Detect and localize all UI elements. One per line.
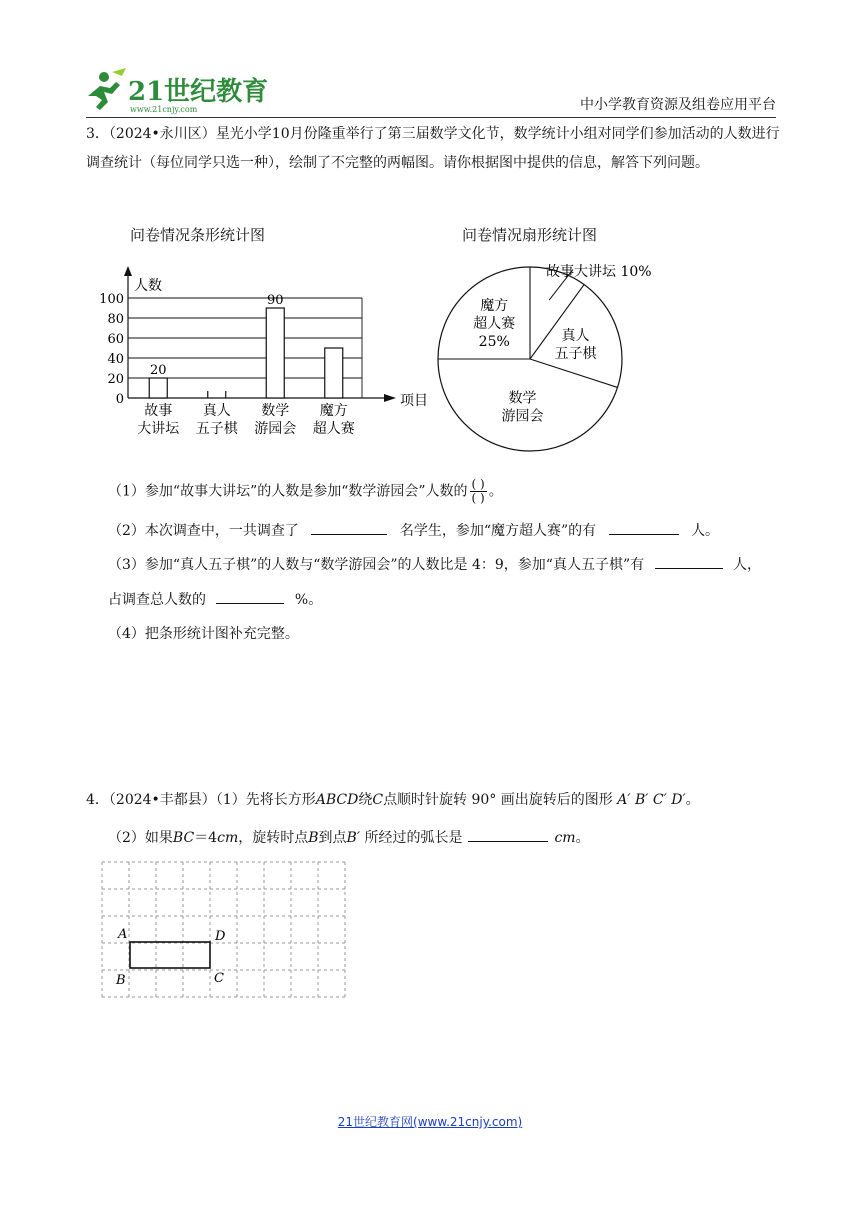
q4-sub1-text-c: 点顺时针旋转 90° 画出旋转后的图形 <box>383 792 613 808</box>
x-axis-arrow-icon <box>384 394 396 402</box>
q3-sub2 <box>108 519 719 543</box>
x-tick-label: 大讲坛 <box>137 421 180 437</box>
x-tick-label: 数学 <box>261 403 290 419</box>
q4-source: （2024•丰都县） <box>108 792 216 808</box>
fraction-numerator[interactable]: ( ) <box>471 477 485 491</box>
x-tick-label: 五子棋 <box>195 421 238 437</box>
q3-sub1-text: （1）参加“故事大讲坛”的人数是参加“数学游园会”人数的 <box>108 483 468 500</box>
q3-sub3-text-c: 占调查总人数的 <box>108 592 206 608</box>
point-b: B <box>308 830 319 846</box>
fraction-denominator[interactable]: ( ) <box>471 491 485 505</box>
q4-sub1-end: 。 <box>685 792 700 808</box>
q3-source: （2024•永川区） <box>108 126 216 142</box>
q3-sub2-text-c: 人。 <box>691 523 720 539</box>
pie-slice-label: 数学 <box>508 390 537 407</box>
point-c: C <box>372 792 384 808</box>
y-tick-label: 60 <box>107 332 124 347</box>
y-tick-label: 40 <box>107 352 124 367</box>
y-axis-label: 人数 <box>134 278 162 294</box>
pie-slice-label: 25% <box>478 334 510 351</box>
q3-text: 星光小学10月份隆重举行了第三届数学文化节，数学统计小组对同学们参加活动的人数进行调查统计（每位同学只选一种），绘制了不完整的两幅图。请你根据图中提供的信息，解答下列问题。 <box>86 126 780 171</box>
q4-sub2-eq: ＝4 <box>194 830 218 846</box>
q3-sub3-text-d: %。 <box>294 592 323 608</box>
answer-blank-mofang[interactable] <box>609 520 679 535</box>
pie-slice-label: 真人 <box>561 328 590 345</box>
unit-cm: cm <box>217 830 239 846</box>
label-b: B <box>116 973 126 988</box>
x-tick-label: 游园会 <box>254 421 297 437</box>
y-tick-label: 20 <box>107 372 124 387</box>
logo-subtext: www.21cnjy.com <box>130 105 198 114</box>
bar-data-label: 20 <box>149 363 167 378</box>
label-d: D <box>215 929 226 944</box>
pie-slice-label: 超人赛 <box>473 316 516 333</box>
x-tick-label: 魔方 <box>319 403 348 419</box>
q3-sub2-text-a: （2）本次调查中，一共调查了 <box>108 523 299 539</box>
q4-sub2-end: 。 <box>575 830 590 846</box>
q3-sub4: （4）把条形统计图补充完整。 <box>108 626 299 642</box>
rect-name: ABCD <box>315 792 359 808</box>
bar-data-label: 90 <box>266 293 284 308</box>
bar-chart-title: 问卷情况条形统计图 <box>130 226 266 244</box>
segment-bc: BC <box>172 830 195 846</box>
fraction-blank[interactable] <box>470 478 487 505</box>
y-axis-arrow-icon <box>124 266 132 276</box>
pie-slice-label: 游园会 <box>501 408 544 425</box>
answer-blank-percent[interactable] <box>216 589 284 604</box>
x-tick-label: 超人赛 <box>312 421 355 437</box>
y-tick-label: 80 <box>107 312 124 327</box>
bar-chart <box>90 262 440 442</box>
y-tick-label: 0 <box>115 392 124 407</box>
rectangle-abcd <box>130 942 210 968</box>
x-axis-label: 项目 <box>400 393 428 409</box>
y-tick-label: 100 <box>99 292 124 307</box>
q4-sub1-text-b: 绕 <box>358 792 373 808</box>
rotation-grid-figure[interactable] <box>96 858 356 1002</box>
site-logo <box>82 66 269 116</box>
q3-sub2-text-b: 名学生，参加“魔方超人赛”的有 <box>399 523 597 539</box>
q3-sub3 <box>108 553 780 577</box>
pie-slice-label: 魔方 <box>480 298 509 315</box>
bar <box>325 348 343 398</box>
q3-sub3-text-b: 人， <box>733 557 762 573</box>
pie-chart-title: 问卷情况扇形统计图 <box>462 226 598 244</box>
header-platform-name: 中小学教育资源及组卷应用平台 <box>580 97 776 113</box>
q4-sub2-text-a: （2）如果 <box>108 830 173 846</box>
answer-blank-total[interactable] <box>311 520 387 535</box>
label-c: C <box>214 971 224 986</box>
answer-blank-arc[interactable] <box>468 827 548 842</box>
q4-number: 4． <box>86 792 109 808</box>
q4-sub1 <box>86 786 700 815</box>
x-tick-label: 故事 <box>144 403 173 419</box>
pie-slice-label: 故事大讲坛 10% <box>546 264 652 280</box>
pie-chart <box>430 252 652 462</box>
footer-link[interactable]: 21世纪教育网(www.21cnjy.com) <box>337 1115 523 1129</box>
point-b-prime: B′ <box>346 830 360 846</box>
q3-sub1 <box>108 478 503 505</box>
rotated-rect-name: A′ B′ C′ D′ <box>617 792 686 808</box>
header-divider <box>86 117 776 118</box>
logo-text: 21世纪教育 <box>128 77 269 107</box>
q4-sub2-text-b: ，旋转时点 <box>238 830 309 846</box>
label-a: A <box>118 927 128 942</box>
x-tick-label: 真人 <box>202 403 231 419</box>
q4-sub2-text-d: 所经过的弧长是 <box>364 830 463 846</box>
runner-icon <box>88 68 126 110</box>
bar <box>149 378 167 398</box>
bar <box>266 308 284 398</box>
q4-sub2 <box>108 826 590 850</box>
q3-number: 3． <box>86 126 109 142</box>
q3-sub3-line2 <box>108 588 322 612</box>
answer-blank-wuziqi[interactable] <box>655 554 723 569</box>
q3-stem <box>86 120 780 178</box>
unit-cm-2: cm <box>554 830 576 846</box>
footer <box>0 1113 860 1130</box>
q4-sub2-text-c: 到点 <box>318 830 347 846</box>
q3-sub3-text-a: （3）参加“真人五子棋”的人数与“数学游园会”的人数比是 4：9，参加“真人五子棋”有 <box>108 557 645 573</box>
pie-slice-label: 五子棋 <box>554 346 597 363</box>
q3-sub1-end: 。 <box>488 483 503 500</box>
q4-sub1-text-a: （1）先将长方形 <box>215 792 316 808</box>
